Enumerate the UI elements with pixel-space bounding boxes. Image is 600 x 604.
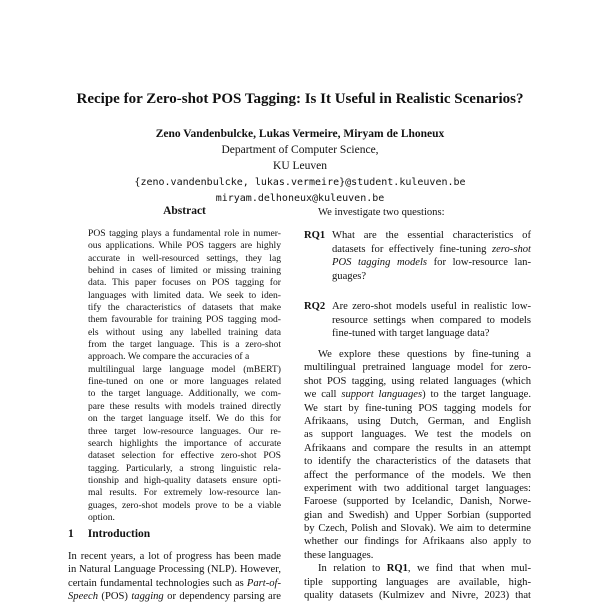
- text-line: as support languages. We test the models on: [304, 429, 531, 441]
- text-line: search highlights the importance of accurate: [88, 437, 281, 449]
- author-list: Zeno Vandenbulcke, Lukas Vermeire, Miryam de Lhoneux: [155, 128, 445, 140]
- text-segment: certain fundamental technologies such as: [68, 577, 247, 589]
- affiliation-institution: KU Leuven: [273, 160, 327, 172]
- text-line: these languages.: [304, 549, 374, 561]
- text-line: pare these results with models trained directly: [88, 400, 281, 412]
- italic-text: support languages: [341, 389, 423, 401]
- text-line: fine-tuned with target language data?: [332, 328, 490, 340]
- text-segment: we call: [304, 389, 342, 401]
- text-line: [304, 388, 531, 401]
- text-line: affect the performance of the models. We then: [304, 469, 531, 481]
- text-line: option.: [88, 511, 115, 523]
- paper-title: Recipe for Zero-shot POS Tagging: Is It Useful in Realistic Scenarios?: [76, 91, 524, 107]
- text-line: guages, zero-shot models prove to be a viable: [88, 499, 281, 511]
- rq-label: RQ1: [304, 230, 326, 241]
- text-line: POS tagging plays a fundamental role in numer-: [88, 228, 281, 239]
- text-line: tagging. Particularly, a strong linguistic rela-: [88, 462, 281, 474]
- section-heading-introduction: [68, 528, 150, 540]
- text-line: by Czech, Polish and Slovak). We aim to determine: [304, 523, 531, 535]
- author-email-supervisor: miryam.delhoneux@kuleuven.be: [215, 193, 385, 204]
- section-number: 1: [68, 528, 74, 540]
- text-line: els without using any labelled training data: [88, 326, 281, 338]
- text-line: multilingual large language model (mBERT): [88, 363, 281, 375]
- text-line: [304, 562, 531, 575]
- text-line: fine-tuned on one or more languages related: [88, 376, 281, 388]
- bold-text: RQ1: [386, 563, 408, 575]
- text-segment: In relation to: [318, 563, 387, 575]
- text-line: tionship and high-quality datasets ensure opti-: [88, 474, 281, 486]
- text-line: We start by fine-tuning POS tagging models for: [304, 402, 531, 414]
- right-column-body: [304, 348, 531, 602]
- text-line: [332, 243, 531, 257]
- rq-text: [332, 229, 531, 283]
- text-segment: ) to the target language.: [422, 389, 531, 401]
- author-email-students: {zeno.vandenbulcke, lukas.vermeire}@student.kuleuven.be: [134, 177, 466, 188]
- text-line: to identify the characteristics of the datasets that: [304, 456, 531, 468]
- text-line: What are the essential characteristics of: [332, 230, 531, 241]
- text-line: We explore these questions by fine-tuning a: [318, 349, 531, 360]
- text-line: mal results. For extremely low-resource lan-: [88, 487, 281, 499]
- text-line: [68, 590, 281, 603]
- text-line: [332, 256, 531, 270]
- questions-intro: We investigate two questions:: [318, 207, 445, 218]
- text-segment: for low-resource lan-: [427, 257, 531, 269]
- text-line: tiple supporting languages are available, high-: [304, 576, 531, 588]
- text-line: from the target language. This is a zero-shot: [88, 339, 281, 351]
- text-line: languages with limited data. We seek to iden-: [88, 289, 281, 301]
- text-line: to the target language. Additionally, we com-: [88, 388, 281, 400]
- text-line: shot POS tagging, using related languages (which: [304, 375, 531, 387]
- text-line: In recent years, a lot of progress has been made: [68, 551, 281, 562]
- text-line: guages?: [332, 270, 367, 282]
- abstract-body: [88, 228, 281, 524]
- text-line: resource settings when compared to models: [332, 314, 531, 326]
- text-line: Are zero-shot models useful in realistic low-: [332, 301, 531, 312]
- text-line: ous applications. While POS taggers are highly: [88, 240, 281, 252]
- text-line: Afrikaans and compare the results in an attempt: [304, 442, 531, 454]
- italic-text: Speech: [68, 591, 98, 603]
- introduction-body: [68, 550, 281, 604]
- rq-label: RQ2: [304, 301, 326, 312]
- text-line: data. This paper focuses on POS tagging for: [88, 277, 281, 289]
- text-line: Faroese (supported by Icelandic, Danish, Norwe-: [304, 496, 531, 508]
- text-segment: , we find that when mul-: [407, 563, 531, 575]
- text-line: accurate in well-resourced settings, they lag: [88, 252, 281, 264]
- italic-text: tagging: [131, 591, 164, 603]
- text-line: three target low-resource languages. Our re-: [88, 425, 281, 437]
- text-segment: or dependency parsing are: [163, 591, 281, 603]
- text-line: experiment with two additional target languages:: [304, 482, 531, 494]
- text-line: behind in cases of limited or missing training: [88, 265, 281, 277]
- text-segment: (POS): [98, 591, 132, 603]
- italic-text: Part-of-: [246, 577, 281, 589]
- text-line: in Natural Language Processing (NLP). However,: [68, 564, 281, 576]
- text-line: [68, 577, 281, 590]
- affiliation-department: Department of Computer Science,: [221, 144, 379, 156]
- section-title: Introduction: [87, 528, 151, 540]
- abstract-heading: Abstract: [163, 205, 206, 217]
- italic-text: POS tagging models: [332, 257, 428, 269]
- text-line: them favourable for training POS tagging mod-: [88, 314, 281, 326]
- research-question-2: [304, 300, 531, 341]
- text-line: tify the characteristics of datasets that make: [88, 302, 281, 314]
- text-segment: datasets for effectively fine-tuning: [332, 243, 492, 255]
- text-line: dataset selection for effective zero-shot POS: [88, 450, 281, 462]
- text-line: Afrikaans, using Dutch, German, and English: [304, 415, 531, 427]
- research-question-1: [304, 229, 531, 283]
- rq-text: [332, 300, 531, 341]
- text-line: on the target language itself. We do this for: [88, 413, 281, 425]
- text-line: approach. We compare the accuracies of a: [88, 351, 250, 363]
- text-line: quality datasets (Kulmizev and Nivre, 2023) that: [304, 590, 531, 602]
- text-line: multilingual pretrained language model for zero-: [304, 362, 531, 374]
- text-line: gian and Swedish) and Upper Sorbian (supported: [304, 509, 531, 521]
- text-line: whether our findings for Afrikaans also apply to: [304, 536, 531, 548]
- italic-text: zero-shot: [491, 243, 531, 255]
